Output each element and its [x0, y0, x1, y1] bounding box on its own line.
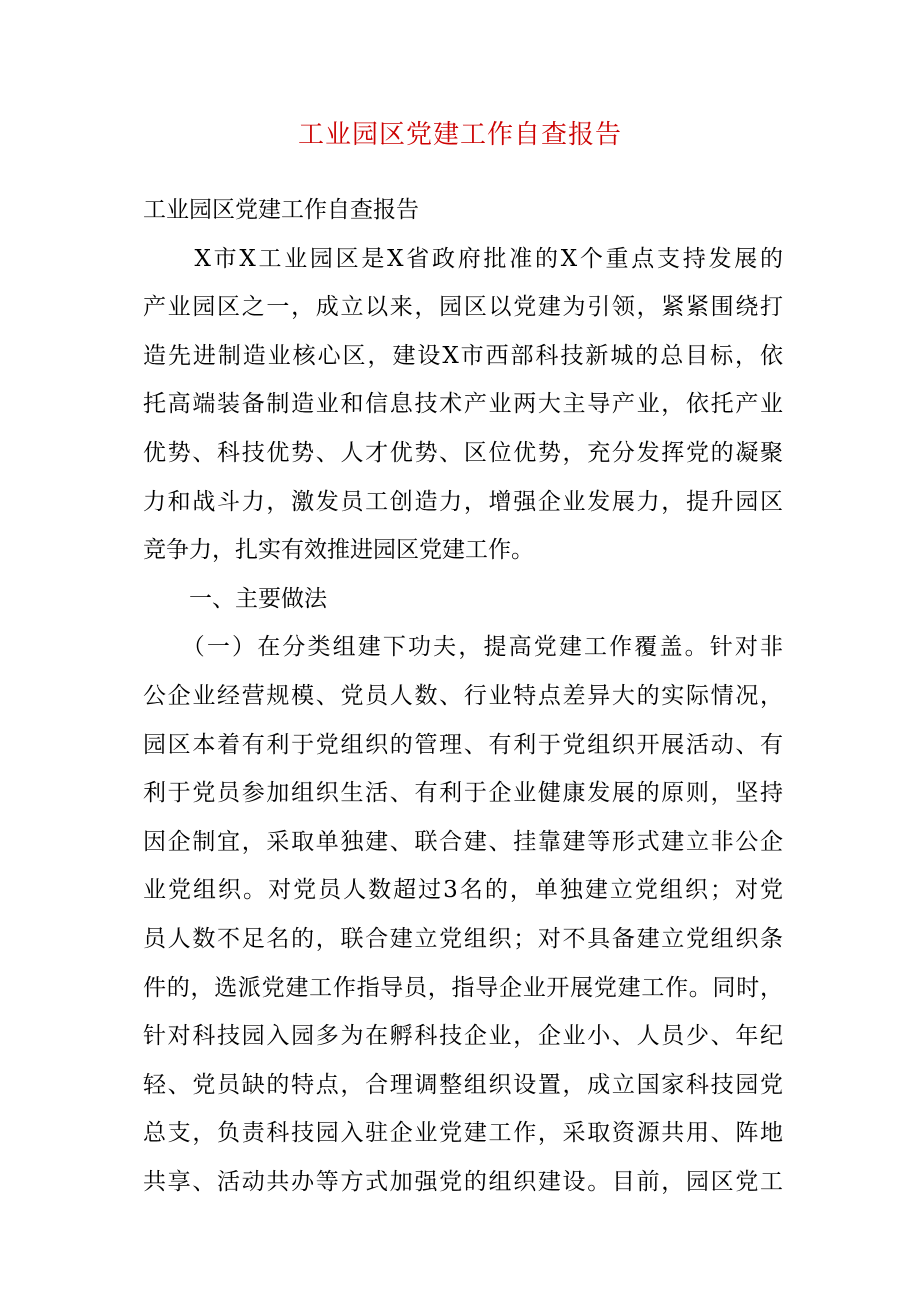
body-line: 优势、科技优势、人才优势、区位优势，充分发挥党的凝聚	[143, 439, 783, 466]
body-line: 利于党员参加组织生活、有利于企业健康发展的原则，坚持	[143, 780, 783, 807]
document-title: 工业园区党建工作自查报告	[297, 120, 622, 150]
body-line: 共享、活动共办等方式加强党的组织建设。目前，园区党工	[143, 1168, 783, 1195]
body-line: X市X工业园区是X省政府批准的X个重点支持发展的	[143, 245, 783, 272]
body-line: 轻、党员缺的特点，合理调整组织设置，成立国家科技园党	[143, 1071, 783, 1098]
section-heading: 一、主要做法	[143, 585, 327, 612]
body-line: （一）在分类组建下功夫，提高党建工作覆盖。针对非	[143, 634, 783, 661]
body-line: 业党组织。对党员人数超过3名的，单独建立党组织；对党	[143, 877, 783, 904]
body-line: 总支，负责科技园入驻企业党建工作，采取资源共用、阵地	[143, 1120, 783, 1147]
body-line: 力和战斗力，激发员工创造力，增强企业发展力，提升园区	[143, 488, 783, 515]
body-line: 竞争力，扎实有效推进园区党建工作。	[143, 537, 534, 564]
body-line: 针对科技园入园多为在孵科技企业，企业小、人员少、年纪	[143, 1023, 783, 1050]
body-line: 员人数不足名的，联合建立党组织；对不具备建立党组织条	[143, 925, 783, 952]
body-subtitle-line: 工业园区党建工作自查报告	[143, 197, 419, 223]
body-line: 因企制宜，采取单独建、联合建、挂靠建等形式建立非公企	[143, 828, 783, 855]
body-line: 造先进制造业核心区，建设X市西部科技新城的总目标，依	[143, 342, 783, 369]
body-line: 公企业经营规模、党员人数、行业特点差异大的实际情况，	[143, 682, 783, 709]
body-line: 园区本着有利于党组织的管理、有利于党组织开展活动、有	[143, 731, 783, 758]
body-line: 件的，选派党建工作指导员，指导企业开展党建工作。同时，	[143, 974, 783, 1001]
body-line: 托高端装备制造业和信息技术产业两大主导产业，依托产业	[143, 391, 783, 418]
body-line: 产业园区之一，成立以来，园区以党建为引领，紧紧围绕打	[143, 294, 783, 321]
document-body	[143, 186, 783, 1206]
